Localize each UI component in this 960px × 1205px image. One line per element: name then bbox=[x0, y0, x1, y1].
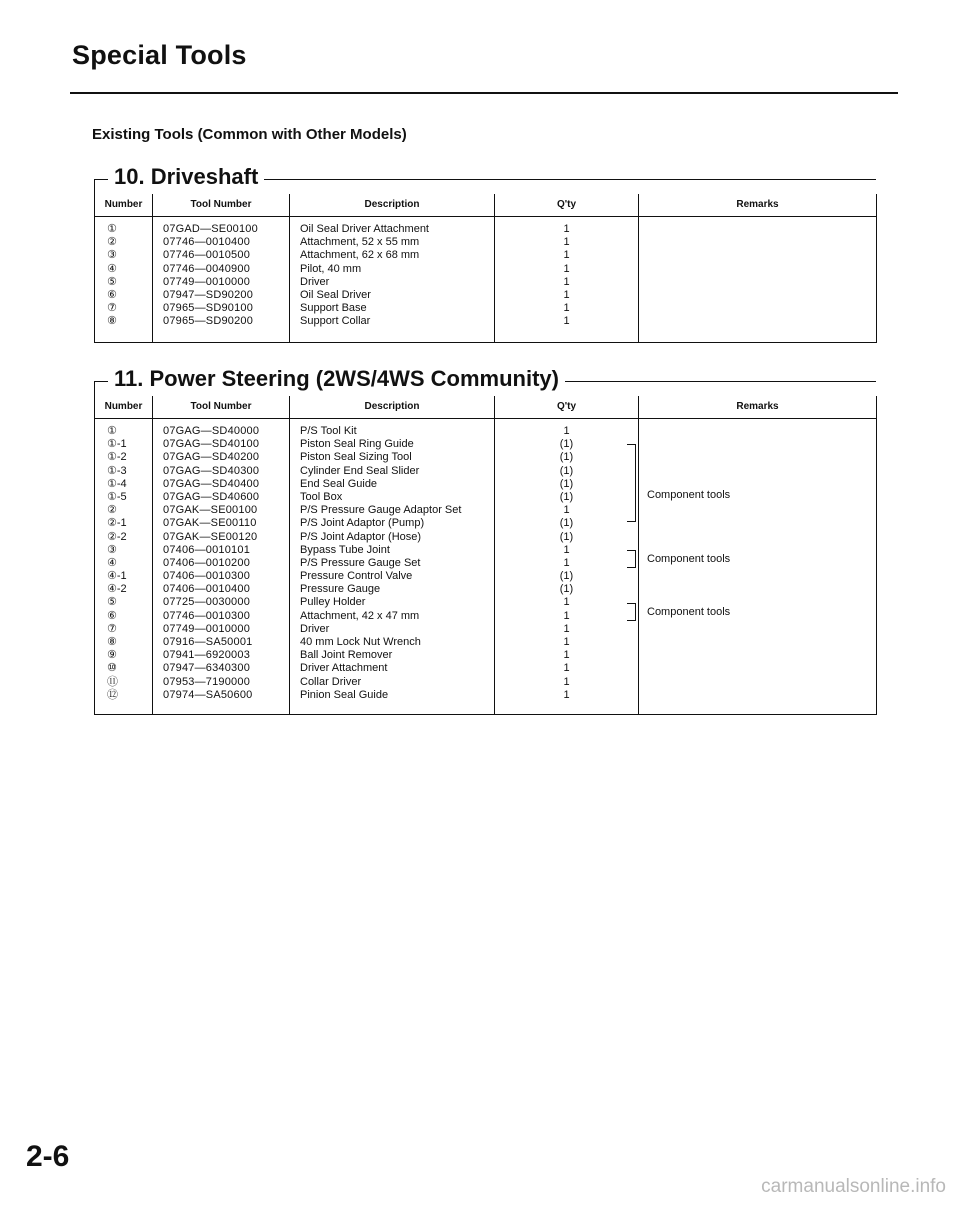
item-number: ①-2 bbox=[107, 451, 127, 464]
item-number: ①-5 bbox=[107, 490, 127, 503]
tool-number: 07GAD—SE00100 bbox=[163, 223, 258, 235]
tool-description: Pinion Seal Guide bbox=[300, 688, 389, 701]
tool-description: Driver Attachment bbox=[300, 662, 388, 675]
tool-number: 07406—0010200 bbox=[163, 556, 251, 569]
tool-number: 07947—SD90200 bbox=[163, 288, 254, 301]
remark-label: Component tools bbox=[647, 553, 731, 565]
tool-number: 07GAG—SD40400 bbox=[163, 477, 260, 490]
tool-number: 07746—0010400 bbox=[163, 236, 251, 249]
tool-qty: 1 bbox=[563, 302, 570, 315]
component-bracket bbox=[627, 603, 636, 621]
tool-number: 07GAG—SD40300 bbox=[163, 464, 260, 477]
tool-qty: 1 bbox=[563, 596, 570, 609]
tool-description: P/S Joint Adaptor (Pump) bbox=[300, 517, 425, 530]
remark-label: Component tools bbox=[647, 489, 731, 501]
component-bracket bbox=[627, 550, 636, 568]
tool-description: Attachment, 42 x 47 mm bbox=[300, 609, 420, 622]
tool-number-cell bbox=[153, 217, 290, 343]
tool-number: 07941—6920003 bbox=[163, 649, 251, 662]
item-number: ⑩ bbox=[107, 662, 117, 675]
col-header-tool-number: Tool Number bbox=[153, 194, 290, 217]
tool-description: Support Collar bbox=[300, 315, 371, 328]
tool-qty: 1 bbox=[563, 315, 570, 328]
driveshaft-table bbox=[94, 194, 877, 343]
col-header-qty: Q'ty bbox=[495, 396, 639, 419]
col-header-description: Description bbox=[290, 194, 495, 217]
item-number: ④-1 bbox=[107, 570, 127, 583]
power-steering-table bbox=[94, 396, 877, 715]
tool-qty: 1 bbox=[563, 662, 570, 675]
col-header-description: Description bbox=[290, 396, 495, 419]
tool-number: 07GAG—SD40000 bbox=[163, 425, 260, 437]
page-title: Special Tools bbox=[72, 40, 247, 70]
tool-qty: 1 bbox=[563, 223, 570, 235]
tool-description: Ball Joint Remover bbox=[300, 649, 393, 662]
remark-label: Component tools bbox=[647, 606, 731, 618]
tool-qty: 1 bbox=[563, 622, 570, 635]
tool-description: Bypass Tube Joint bbox=[300, 543, 390, 556]
table-row bbox=[95, 217, 877, 343]
tool-number: 07406—0010400 bbox=[163, 583, 251, 596]
tool-qty: 1 bbox=[563, 275, 570, 288]
tool-description: Driver bbox=[300, 275, 330, 288]
item-number: ②-2 bbox=[107, 530, 127, 543]
tool-qty: (1) bbox=[559, 570, 574, 583]
tool-qty: (1) bbox=[559, 464, 574, 477]
tool-qty: 1 bbox=[563, 288, 570, 301]
item-number: ④ bbox=[107, 262, 117, 275]
tool-qty: 1 bbox=[563, 249, 570, 262]
tool-number: 07GAG—SD40200 bbox=[163, 451, 260, 464]
tool-qty: (1) bbox=[559, 438, 574, 451]
tool-qty: (1) bbox=[559, 583, 574, 596]
tool-description: P/S Joint Adaptor (Hose) bbox=[300, 530, 422, 543]
tool-number: 07953—7190000 bbox=[163, 675, 251, 688]
tool-description: 40 mm Lock Nut Wrench bbox=[300, 636, 421, 648]
item-number: ②-1 bbox=[107, 517, 127, 530]
tool-number: 07GAK—SE00120 bbox=[163, 530, 258, 543]
tool-number: 07GAG—SD40600 bbox=[163, 490, 260, 503]
item-number: ①-4 bbox=[107, 477, 127, 490]
tool-qty: (1) bbox=[559, 517, 574, 530]
tool-number: 07406—0010101 bbox=[163, 543, 251, 556]
item-number: ⑦ bbox=[107, 302, 117, 315]
tool-number: 07GAK—SE00110 bbox=[163, 517, 257, 530]
item-number: ⑨ bbox=[107, 649, 117, 662]
tool-qty: (1) bbox=[559, 530, 574, 543]
tool-qty: 1 bbox=[563, 688, 570, 701]
tool-qty: (1) bbox=[559, 477, 574, 490]
description-cell bbox=[290, 419, 495, 715]
item-number: ① bbox=[107, 425, 117, 437]
tool-description: Piston Seal Ring Guide bbox=[300, 438, 414, 451]
tool-description: Tool Box bbox=[300, 490, 343, 503]
item-number: ⑧ bbox=[107, 315, 117, 328]
item-number: ⑤ bbox=[107, 275, 117, 288]
number-cell bbox=[95, 217, 153, 343]
page-number: 2-6 bbox=[26, 1140, 70, 1173]
component-bracket bbox=[627, 444, 636, 522]
tool-number: 07725—0030000 bbox=[163, 596, 251, 609]
tool-description: Driver bbox=[300, 622, 330, 635]
remarks-cell bbox=[639, 217, 877, 343]
item-number: ② bbox=[107, 236, 117, 249]
tool-description: Oil Seal Driver Attachment bbox=[300, 223, 429, 235]
item-number: ⑪ bbox=[107, 675, 118, 688]
item-number: ④ bbox=[107, 556, 117, 569]
table-header-row bbox=[95, 396, 877, 419]
table-row bbox=[95, 419, 877, 715]
col-header-number: Number bbox=[95, 396, 153, 419]
col-header-qty: Q'ty bbox=[495, 194, 639, 217]
tool-qty: 1 bbox=[563, 236, 570, 249]
tool-description: Cylinder End Seal Slider bbox=[300, 464, 420, 477]
item-number: ⑫ bbox=[107, 688, 118, 701]
tool-number: 07974—SA50600 bbox=[163, 688, 253, 701]
tool-description: Collar Driver bbox=[300, 675, 362, 688]
tool-number: 07947—6340300 bbox=[163, 662, 251, 675]
qty-cell bbox=[495, 217, 639, 343]
page-subtitle: Existing Tools (Common with Other Models) bbox=[92, 126, 407, 143]
tool-number: 07749—0010000 bbox=[163, 622, 251, 635]
title-rule bbox=[70, 92, 898, 94]
tool-qty: 1 bbox=[563, 504, 570, 517]
item-number: ③ bbox=[107, 249, 117, 262]
tool-number: 07746—0010500 bbox=[163, 249, 251, 262]
col-header-remarks: Remarks bbox=[639, 396, 877, 419]
item-number: ③ bbox=[107, 543, 117, 556]
tool-number: 07406—0010300 bbox=[163, 570, 251, 583]
table-header-row bbox=[95, 194, 877, 217]
tool-description: Support Base bbox=[300, 302, 367, 315]
item-number: ⑥ bbox=[107, 288, 117, 301]
section-header bbox=[94, 364, 876, 400]
item-number: ② bbox=[107, 504, 117, 517]
tool-number: 07965—SD90100 bbox=[163, 302, 254, 315]
item-number: ⑤ bbox=[107, 596, 117, 609]
item-number: ① bbox=[107, 223, 117, 235]
tool-description: Oil Seal Driver bbox=[300, 288, 371, 301]
tool-description: Attachment, 62 x 68 mm bbox=[300, 249, 420, 262]
tool-number: 07916—SA50001 bbox=[163, 636, 253, 648]
item-number: ①-1 bbox=[107, 438, 127, 451]
tool-number: 07749—0010000 bbox=[163, 275, 251, 288]
watermark: carmanualsonline.info bbox=[761, 1176, 946, 1197]
tool-description: Pressure Gauge bbox=[300, 583, 381, 596]
tool-qty: 1 bbox=[563, 636, 570, 648]
tool-number: 07746—0010300 bbox=[163, 609, 251, 622]
item-number: ⑦ bbox=[107, 622, 117, 635]
tool-description: Piston Seal Sizing Tool bbox=[300, 451, 412, 464]
tool-description: P/S Pressure Gauge Set bbox=[300, 556, 421, 569]
section-title: 11. Power Steering (2WS/4WS Community) bbox=[108, 366, 565, 392]
tool-number: 07965—SD90200 bbox=[163, 315, 254, 328]
qty-cell bbox=[495, 419, 639, 715]
tool-description: Attachment, 52 x 55 mm bbox=[300, 236, 420, 249]
tool-qty: 1 bbox=[563, 649, 570, 662]
tool-number: 07GAG—SD40100 bbox=[163, 438, 260, 451]
item-number: ①-3 bbox=[107, 464, 127, 477]
section-header bbox=[94, 162, 876, 198]
tool-number-cell bbox=[153, 419, 290, 715]
tool-number: 07GAK—SE00100 bbox=[163, 504, 258, 517]
tool-qty: 1 bbox=[563, 675, 570, 688]
col-header-tool-number: Tool Number bbox=[153, 396, 290, 419]
col-header-remarks: Remarks bbox=[639, 194, 877, 217]
tool-qty: 1 bbox=[563, 543, 570, 556]
number-cell bbox=[95, 419, 153, 715]
item-number: ④-2 bbox=[107, 583, 127, 596]
tool-qty: (1) bbox=[559, 490, 574, 503]
description-cell bbox=[290, 217, 495, 343]
tool-description: End Seal Guide bbox=[300, 477, 378, 490]
col-header-number: Number bbox=[95, 194, 153, 217]
tool-description: Pulley Holder bbox=[300, 596, 366, 609]
remarks-cell bbox=[639, 419, 877, 715]
tool-number: 07746—0040900 bbox=[163, 262, 251, 275]
tool-qty: 1 bbox=[563, 609, 570, 622]
tool-qty: (1) bbox=[559, 451, 574, 464]
tool-qty: 1 bbox=[563, 556, 570, 569]
tool-qty: 1 bbox=[563, 425, 570, 437]
tool-description: P/S Pressure Gauge Adaptor Set bbox=[300, 504, 462, 517]
tool-description: Pressure Control Valve bbox=[300, 570, 413, 583]
tool-qty: 1 bbox=[563, 262, 570, 275]
item-number: ⑧ bbox=[107, 636, 117, 648]
tool-description: P/S Tool Kit bbox=[300, 425, 357, 437]
item-number: ⑥ bbox=[107, 609, 117, 622]
section-title: 10. Driveshaft bbox=[108, 164, 264, 190]
tool-description: Pilot, 40 mm bbox=[300, 262, 362, 275]
